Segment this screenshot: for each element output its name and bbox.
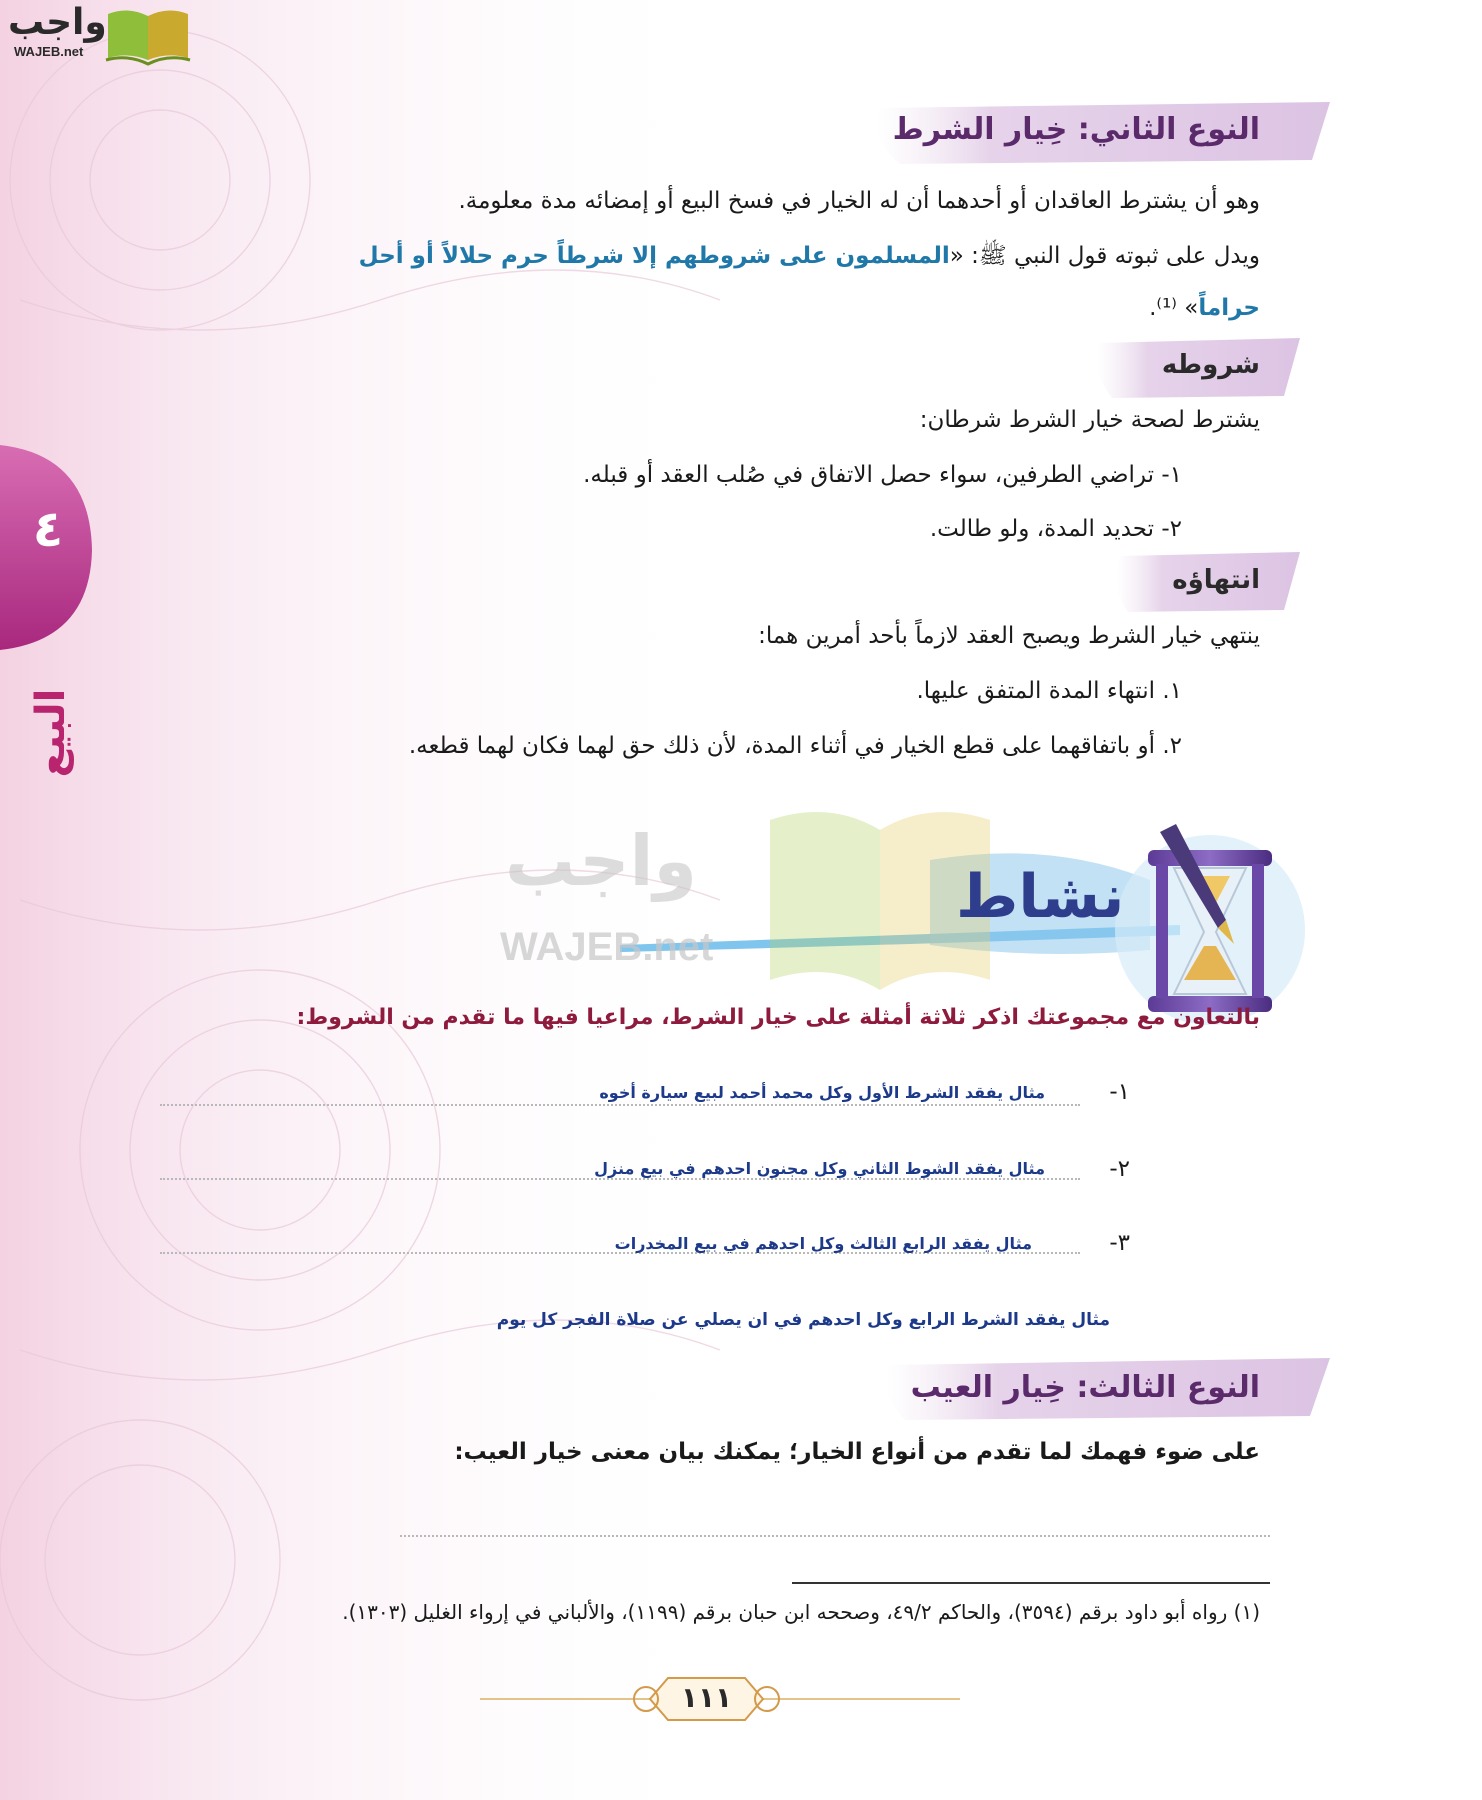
answer-number-1: ١- [1109, 1079, 1130, 1105]
activity-question: بالتعاون مع مجموعتك اذكر ثلاثة أمثلة على خيار الشرط، مراعيا فيها ما تقدم من الشروط: [296, 1005, 1260, 1030]
ending-item-2: ٢. أو باتفاقهما على قطع الخيار في أثناء المدة، لأن ذلك حق لهما فكان لهما قطعه. [408, 733, 1182, 759]
answer-text-2: مثال يفقد الشوط الثاني وكل مجنون احدهم في بيع منزل [594, 1159, 1045, 1178]
footnote-text: (١) رواه أبو داود برقم (٣٥٩٤)، والحاكم ٤٩/٢، وصححه ابن حبان برقم (١١٩٩)، والألباني في إرواء الغليل (١٣٠٣). [342, 1600, 1260, 1624]
section-heading-condition-option: النوع الثاني: خِيار الشرط [892, 112, 1260, 147]
logo-arabic: واجب [8, 2, 107, 43]
unit-number: ٤ [32, 500, 64, 558]
answer-number-3: ٣- [1109, 1230, 1130, 1256]
condition-item-1: ١- تراضي الطرفين، سواء حصل الاتفاق في صُلب العقد أو قبله. [583, 462, 1182, 488]
answer-line-1[interactable] [160, 1104, 1080, 1106]
condition-item-2: ٢- تحديد المدة، ولو طالت. [929, 516, 1182, 542]
page-number: ١١١ [680, 1681, 733, 1714]
logo-latin: WAJEB.net [14, 44, 84, 59]
ending-item-1: ١. انتهاء المدة المتفق عليها. [916, 678, 1182, 704]
definition-text: وهو أن يشترط العاقدان أو أحدهما أن له الخيار في فسخ البيع أو إمضائه مدة معلومة. [458, 188, 1260, 214]
defect-answer-line[interactable] [400, 1535, 1270, 1537]
hadith-line-1 [359, 241, 1260, 271]
ending-heading: انتهاؤه [1172, 565, 1260, 595]
answer-line-2[interactable] [160, 1178, 1080, 1180]
hadith-end: » ⁽¹⁾. [1149, 295, 1199, 321]
defect-prompt: على ضوء فهمك لما تقدم من أنواع الخيار؛ يمكنك بيان معنى خيار العيب: [454, 1439, 1260, 1465]
conditions-heading: شروطه [1161, 350, 1260, 380]
section-heading-defect-option: النوع الثالث: خِيار العيب [910, 1370, 1260, 1405]
answer-text-1: مثال يفقد الشرط الأول وكل محمد أحمد لبيع سيارة أخوه [599, 1083, 1045, 1102]
hadith-line-2 [1149, 293, 1260, 323]
wajeb-logo[interactable] [8, 4, 186, 70]
watermark-latin: WAJEB.net [500, 925, 714, 969]
activity-badge: نشاط [956, 862, 1125, 932]
ending-intro: ينتهي خيار الشرط ويصبح العقد لازماً بأحد أمرين هما: [758, 623, 1260, 649]
watermark-arabic: واجب [505, 820, 698, 902]
hadith-text-2: حراماً [1198, 295, 1260, 321]
answer-number-2: ٢- [1109, 1156, 1130, 1182]
evidence-intro: ويدل على ثبوته قول النبي ﷺ: « [949, 243, 1260, 269]
unit-title [10, 670, 90, 790]
answer-text-3: مثال يفقد الرابع الثالث وكل احدهم في بيع المخدرات [614, 1234, 1032, 1253]
conditions-intro: يشترط لصحة خيار الشرط شرطان: [919, 407, 1260, 433]
extra-answer-text: مثال يفقد الشرط الرابع وكل احدهم في ان يصلي عن صلاة الفجر كل يوم [496, 1310, 1110, 1330]
unit-title-text: البيع [28, 688, 74, 778]
hadith-text-1: المسلمون على شروطهم إلا شرطاً حرم حلالاً أو أحل [358, 243, 950, 269]
footnote-divider [792, 1582, 1270, 1584]
